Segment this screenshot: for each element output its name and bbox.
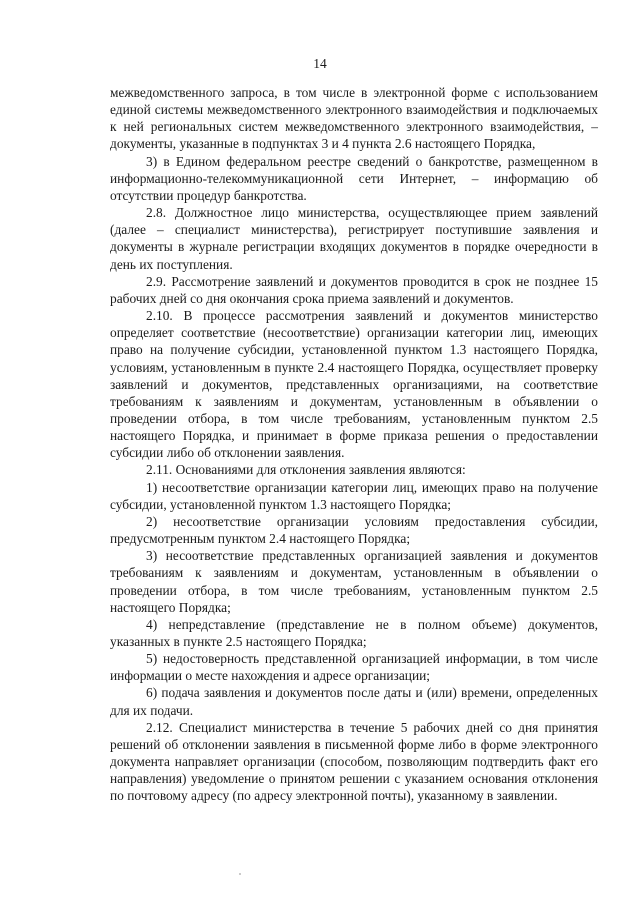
paragraph-2-8: 2.8. Должностное лицо министерства, осуществляющее прием заявлений (далее – специалист министерства), регистрирует поступившие заявления и документы в журнале регистрации входящих документов в порядке очередности в день их поступления. <box>110 205 598 272</box>
rejection-reason-4: 4) непредставление (представление не в полном объеме) документов, указанных в пункте 2.5 настоящего Порядка; <box>110 616 598 649</box>
scan-speck <box>239 873 241 875</box>
paragraph-2-10: 2.10. В процессе рассмотрения заявлений и документов министерство определяет соответствие (несоответствие) организации категории лиц, имеющих право на получение субсидии, установленной пунктом 1.3 настоящего Порядка, условиям, установленным в пункте 2.4 настоящего Порядка, осуществляет проверку заявлений и документов, представленных организациями, на соответствие требованиям к заявлениям и документам, установленным в объявлении о проведении отбора, в том числе требованиям, установленным пунктом 2.5 настоящего Порядка, и принимает в форме приказа решения о предоставлении субсидии либо об отклонении заявления. <box>110 308 598 461</box>
rejection-reason-5: 5) недостоверность представленной организацией информации, в том числе информации о месте нахождения и адресе организации; <box>110 651 598 684</box>
rejection-reason-6: 6) подача заявления и документов после даты и (или) времени, определенных для их подачи. <box>110 685 598 718</box>
document-body <box>110 84 598 805</box>
paragraph-continuation: межведомственного запроса, в том числе в электронной форме с использованием единой системы межведомственного электронного взаимодействия и подключаемых к ней региональных систем межведомственного электронного взаимодействия, – документы, указанные в подпунктах 3 и 4 пункта 2.6 настоящего Порядка, <box>110 85 598 152</box>
paragraph-2-9: 2.9. Рассмотрение заявлений и документов проводится в срок не позднее 15 рабочих дней со дня окончания срока приема заявлений и документов. <box>110 273 598 306</box>
rejection-reason-2: 2) несоответствие организации условиям предоставления субсидии, предусмотренным пунктом 2.4 настоящего Порядка; <box>110 513 598 547</box>
paragraph-subitem-3: 3) в Едином федеральном реестре сведений о банкротстве, размещенном в информационно-телекоммуникационной сети Интернет, – информацию об отсутствии процедур банкротства. <box>110 153 598 203</box>
paragraph-2-12: 2.12. Специалист министерства в течение 5 рабочих дней со дня принятия решений об отклонении заявления в письменной форме либо в форме электронного документа направляет организации (способом, позволяющим подтвердить факт его направления) уведомление о принятом решении с указанием основания отклонения по почтовому адресу (по адресу электронной почты), указанному в заявлении. <box>110 719 598 804</box>
rejection-reason-1: 1) несоответствие организации категории лиц, имеющих право на получение субсидии, установленной пунктом 1.3 настоящего Порядка; <box>110 479 598 512</box>
paragraph-2-11: 2.11. Основаниями для отклонения заявления являются: <box>146 462 466 478</box>
rejection-reason-3: 3) несоответствие представленных организацией заявления и документов требованиям к заявлениям и документам, установленным в объявлении о проведении отбора, в том числе требованиям, установленным пунктом 2.5 настоящего Порядка; <box>110 548 598 615</box>
page-number: 14 <box>313 56 327 71</box>
